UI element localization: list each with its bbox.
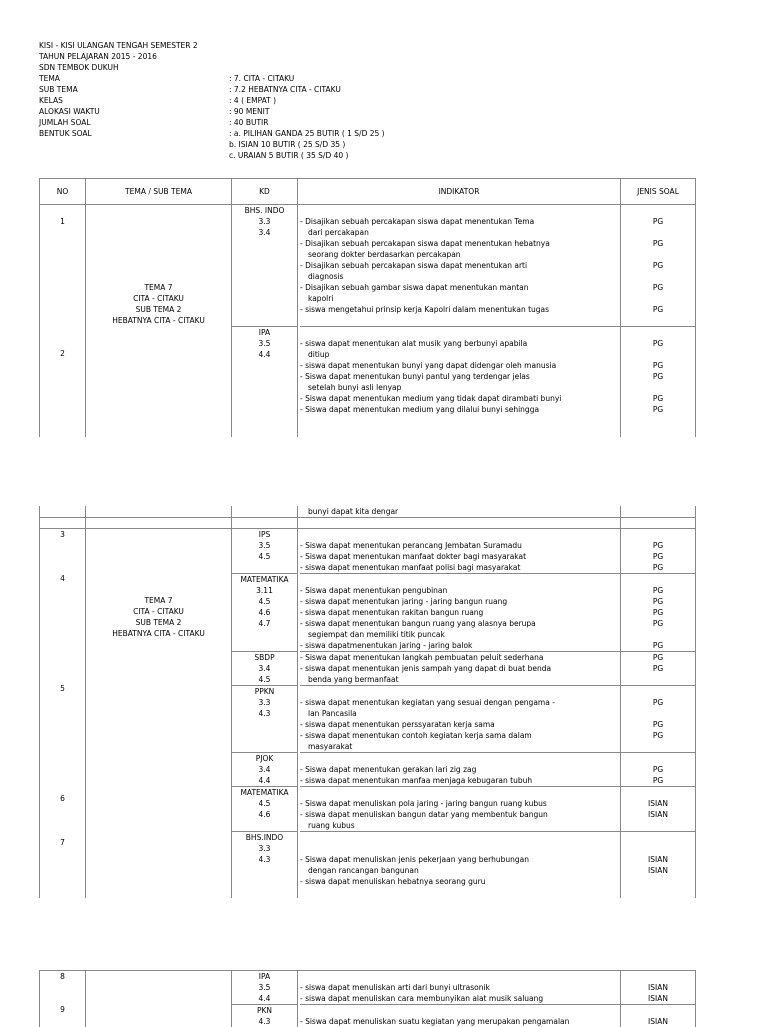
line-item: PG [621, 216, 695, 227]
line-item [40, 848, 85, 859]
line-item [40, 705, 85, 716]
line-item [621, 887, 695, 898]
line-item: - siswa dapat menentukan kegiatan yang sesuai dengan pengama - [300, 697, 620, 708]
line-item [621, 843, 695, 854]
line-item: PG [621, 393, 695, 404]
subtema-name: HEBATNYA CITA - CITAKU [86, 628, 231, 639]
line-item: - siswa dapat menentukan contoh kegiatan kerja sama dalam [300, 730, 620, 741]
line-item: 3.5 [232, 540, 297, 551]
line-item [232, 293, 297, 304]
line-item [621, 741, 695, 752]
line-item: - siswa dapat menentukan bangun ruang yang alasnya berupa [300, 618, 620, 629]
line-item: PG [621, 730, 695, 741]
line-item [40, 650, 85, 661]
line-item: 4.3 [232, 854, 297, 865]
line-item [621, 708, 695, 719]
line-item: - siswa dapat menentukan rakitan bangun ruang [300, 607, 620, 618]
line-item: PG [621, 338, 695, 349]
line-item [621, 529, 695, 540]
table-row [40, 518, 696, 529]
no-cell [40, 529, 86, 899]
line-item: PG [621, 540, 695, 551]
line-item [300, 426, 620, 437]
kd-lines [232, 205, 297, 437]
table-row [40, 529, 696, 899]
line-item [232, 426, 297, 437]
line-item: PKN [232, 1004, 297, 1016]
line-item [621, 820, 695, 831]
indikator-lines [300, 971, 620, 1027]
table-row [40, 506, 696, 518]
no-cell [40, 971, 86, 1027]
line-item [40, 227, 85, 238]
kd-lines [232, 971, 297, 1027]
line-item [40, 595, 85, 606]
line-item [40, 425, 85, 436]
line-item: 4.3 [232, 1016, 297, 1027]
line-item: segiempat dan memiliki titik puncak [300, 629, 620, 640]
tema-name: CITA - CITAKU [86, 293, 231, 304]
line-item: BHS.INDO [232, 831, 297, 843]
line-item [232, 249, 297, 260]
line-item [40, 370, 85, 381]
line-item: - siswa dapat menentukan jaring - jaring bangun ruang [300, 596, 620, 607]
line-item: setelah bunyi asli lenyap [300, 382, 620, 393]
line-item: 3.4 [232, 764, 297, 775]
line-item: 3.5 [232, 338, 297, 349]
line-item: - siswa dapat menuliskan arti dari bunyi ultrasonik [300, 982, 620, 993]
line-item [300, 752, 620, 764]
page-2 [0, 500, 768, 890]
line-item: 1 [40, 216, 85, 227]
line-item: dengan rancangan bangunan [300, 865, 620, 876]
line-item: PG [621, 260, 695, 271]
kisi-table-page-1 [39, 178, 696, 437]
kd-cell [232, 971, 298, 1027]
no-cell [40, 205, 86, 438]
line-item: - Disajikan sebuah percakapan siswa dapat menentukan hebatnya [300, 238, 620, 249]
line-item [621, 876, 695, 887]
line-item [40, 551, 85, 562]
line-item [300, 887, 620, 898]
line-item [40, 771, 85, 782]
line-item: 4 [40, 573, 85, 584]
no-lines [40, 529, 85, 892]
line-item: ISIAN [621, 993, 695, 1004]
line-item: PG [621, 719, 695, 730]
line-item [232, 404, 297, 415]
line-item: - siswa dapat menuliskan hebatnya seorang guru [300, 876, 620, 887]
line-item [40, 293, 85, 304]
line-item [621, 426, 695, 437]
line-item: 3.3 [232, 843, 297, 854]
line-item: PG [621, 618, 695, 629]
line-item [40, 716, 85, 727]
school-name: SDN TEMBOK DUKUH [39, 62, 119, 73]
col-header-tema: TEMA / SUB TEMA [86, 179, 232, 205]
line-item: - Siswa dapat menuliskan suatu kegiatan yang merupakan pengamalan [300, 1016, 620, 1027]
line-item [232, 238, 297, 249]
line-item [300, 326, 620, 338]
tema-cell [86, 529, 232, 899]
line-item [232, 640, 297, 651]
jenis-soal-cell [621, 205, 696, 438]
line-item [40, 782, 85, 793]
line-item [621, 271, 695, 282]
indikator-cell [298, 529, 621, 899]
line-item: - Siswa dapat menentukan medium yang dilalui bunyi sehingga [300, 404, 620, 415]
line-item: 4.5 [232, 674, 297, 685]
line-item [40, 815, 85, 826]
subtema-title: SUB TEMA 2 [86, 304, 231, 315]
line-item: masyarakat [300, 741, 620, 752]
line-item: - Siswa dapat menuliskan jenis pekerjaan yang berhubungan [300, 854, 620, 865]
line-item [40, 381, 85, 392]
line-item [621, 629, 695, 640]
line-item: 7 [40, 837, 85, 848]
line-item [40, 271, 85, 282]
line-item: 4.5 [232, 798, 297, 809]
line-item [40, 760, 85, 771]
line-item [40, 694, 85, 705]
jenis-soal-lines [621, 205, 695, 437]
line-item: 5 [40, 683, 85, 694]
line-item [232, 865, 297, 876]
line-item [232, 304, 297, 315]
line-item [40, 562, 85, 573]
line-item [232, 260, 297, 271]
line-item [621, 349, 695, 360]
line-item [232, 371, 297, 382]
line-item [232, 393, 297, 404]
line-item: - Disajikan sebuah percakapan siswa dapat menentukan Tema [300, 216, 620, 227]
line-item: 2 [40, 348, 85, 359]
col-header-kd: KD [232, 179, 298, 205]
line-item: 4.7 [232, 618, 297, 629]
line-item [621, 573, 695, 585]
line-item [232, 741, 297, 752]
indikator-cell [298, 205, 621, 438]
line-item [40, 826, 85, 837]
no-lines [40, 205, 85, 436]
table-row [40, 205, 696, 438]
line-item [232, 315, 297, 326]
line-item: - siswa dapat menentukan jenis sampah yang dapat di buat benda [300, 663, 620, 674]
subtema-title: SUB TEMA 2 [86, 617, 231, 628]
col-header-jenis-soal: JENIS SOAL [621, 179, 696, 205]
line-item [621, 786, 695, 798]
line-item: lan Pancasila [300, 708, 620, 719]
indikator-lines [300, 205, 620, 437]
line-item: SBDP [232, 651, 297, 663]
line-item: - Siswa dapat menentukan gerakan lari zig zag [300, 764, 620, 775]
line-item: PG [621, 238, 695, 249]
line-item [40, 804, 85, 815]
line-item [40, 738, 85, 749]
line-item: seorang dokter berdasarkan percakapan [300, 249, 620, 260]
line-item: - Siswa dapat menuliskan pola jaring - jaring bangun ruang kubus [300, 798, 620, 809]
line-item [300, 529, 620, 540]
line-item: - siswa mengetahui prinsip kerja Kapolri dalam menentukan tugas [300, 304, 620, 315]
line-item: - Siswa dapat menentukan pengubinan [300, 585, 620, 596]
line-item: - Siswa dapat menentukan perancang Jembatan Suramadu [300, 540, 620, 551]
line-item: ISIAN [621, 1016, 695, 1027]
line-item [300, 1004, 620, 1016]
line-item: 8 [40, 971, 85, 982]
line-item: MATEMATIKA [232, 573, 297, 585]
line-item: - siswa dapat menentukan perssyaratan kerja sama [300, 719, 620, 730]
line-item: 4.5 [232, 551, 297, 562]
line-item: PG [621, 640, 695, 651]
jenis-soal-cell [621, 529, 696, 899]
line-item: ditiup [300, 349, 620, 360]
line-item: 3.11 [232, 585, 297, 596]
continued-indikator: bunyi dapat kita dengar [300, 506, 620, 517]
line-item [232, 415, 297, 426]
line-item: BHS. INDO [232, 205, 297, 216]
line-item: 4.4 [232, 775, 297, 786]
line-item [300, 685, 620, 697]
line-item [621, 1004, 695, 1016]
line-item [40, 282, 85, 293]
line-item [40, 881, 85, 892]
line-item: PG [621, 764, 695, 775]
line-item [40, 993, 85, 1004]
line-item: - siswa dapatmenentukan jaring - jaring balok [300, 640, 620, 651]
line-item [621, 315, 695, 326]
page-3 [0, 960, 768, 1024]
line-item: 4.6 [232, 607, 297, 618]
col-header-indikator: INDIKATOR [298, 179, 621, 205]
line-item [232, 271, 297, 282]
line-item [621, 831, 695, 843]
line-item: - Siswa dapat menentukan medium yang tidak dapat dirambati bunyi [300, 393, 620, 404]
line-item: - Disajikan sebuah percakapan siswa dapat menentukan arti [300, 260, 620, 271]
line-item: - siswa dapat menentukan alat musik yang berbunyi apabila [300, 338, 620, 349]
line-item [621, 326, 695, 338]
line-item [621, 971, 695, 982]
line-item: 4.6 [232, 809, 297, 820]
line-item [40, 584, 85, 595]
line-item [621, 415, 695, 426]
line-item: - Siswa dapat menentukan manfaat dokter bagi masyarakat [300, 551, 620, 562]
line-item: ISIAN [621, 854, 695, 865]
line-item [232, 719, 297, 730]
line-item: ISIAN [621, 798, 695, 809]
line-item [232, 820, 297, 831]
line-item: 4.3 [232, 708, 297, 719]
line-item [40, 982, 85, 993]
line-item [40, 672, 85, 683]
line-item: PG [621, 585, 695, 596]
line-item: PG [621, 775, 695, 786]
line-item: 9 [40, 1004, 85, 1015]
line-item: PG [621, 282, 695, 293]
line-item: - siswa dapat menentukan bunyi yang dapat didengar oleh manusia [300, 360, 620, 371]
line-item: - Disajikan sebuah gambar siswa dapat menentukan mantan [300, 282, 620, 293]
line-item [40, 260, 85, 271]
line-item: ISIAN [621, 809, 695, 820]
kisi-table-page-3 [39, 970, 696, 1027]
line-item [40, 1015, 85, 1026]
line-item [40, 414, 85, 425]
line-item [300, 786, 620, 798]
table-row [40, 971, 696, 1027]
line-item: 6 [40, 793, 85, 804]
line-item [621, 752, 695, 764]
line-item [40, 249, 85, 260]
line-item: ruang kubus [300, 820, 620, 831]
kd-lines [232, 529, 297, 898]
line-item: - Siswa dapat menentukan langkah pembuatan peluit sederhana [300, 651, 620, 663]
line-item: 3.5 [232, 982, 297, 993]
line-item [40, 337, 85, 348]
line-item: - siswa dapat menuliskan bangun datar yang membentuk bangun [300, 809, 620, 820]
kd-cell [232, 529, 298, 899]
line-item: dari percakapan [300, 227, 620, 238]
table-header-row [40, 179, 696, 205]
line-item: IPA [232, 971, 297, 982]
line-item [40, 205, 85, 216]
line-item: - siswa dapat menentukan manfaat polisi bagi masyarakat [300, 562, 620, 573]
line-item [621, 205, 695, 216]
line-item [40, 661, 85, 672]
jenis-soal-cell [621, 971, 696, 1027]
line-item [40, 403, 85, 414]
line-item [40, 870, 85, 881]
line-item: - Siswa dapat menentukan bunyi pantul yang terdengar jelas [300, 371, 620, 382]
indikator-lines [300, 529, 620, 898]
line-item: PG [621, 360, 695, 371]
line-item [232, 876, 297, 887]
line-item [300, 831, 620, 843]
line-item [300, 415, 620, 426]
line-item: PG [621, 697, 695, 708]
line-item [40, 238, 85, 249]
line-item [621, 685, 695, 697]
line-item: PG [621, 304, 695, 315]
tema-cell [86, 205, 232, 438]
school-year: TAHUN PELAJARAN 2015 - 2016 [39, 51, 157, 62]
line-item [232, 562, 297, 573]
line-item: - siswa dapat menuliskan cara membunyikan alat musik saluang [300, 993, 620, 1004]
line-item: ISIAN [621, 865, 695, 876]
line-item: PG [621, 596, 695, 607]
line-item [621, 382, 695, 393]
line-item [40, 617, 85, 628]
page-1: KISI - KISI ULANGAN TENGAH SEMESTER 2 TAHUN PELAJARAN 2015 - 2016 SDN TEMBOK DUKUH TEMA : 7. CITA - CITAKU SUB TEMA : 7.2 HEBATNYA CITA - CITAKU KELAS : 4 ( EMPAT ) ALOKASI WAKTU : 90 MENIT JUMLAH SOAL : 40 BUTIR BENTUK SOAL : a. PILIHAN GANDA 25 BUTIR ( 1 S/D 25 ) b. ISIAN 10 BUTIR ( 25 S/D 35 ) c. URAIAN 5 BUTIR ( 35 S/D 40 ) NO TEMA / SUB TEMA KD INDIKATOR JENIS SOAL 1 2 TEMA 7 CITA - CITAKU SUB TEMA 2 HEBATNYA CITA - CITAKU BHS. INDO 3.3 3.4 IPA 3.5 4.4 - Disajikan sebuah percakapan siswa dapat menentukan Tema dari percakapan - Disajikan sebuah percakapan siswa dapat menentukan hebatnya seorang dokter berdasarkan percakapan - Disajikan sebuah percakapan siswa dapat menentukan arti diagnosis - Disajikan sebuah gambar siswa dapat menentukan mantan kapolri - siswa mengetahui prinsip kerja Kapolri dalam menentukan tugas - siswa dapat menentukan alat musik yang berbunyi apabila ditiup - siswa dapat menentukan bunyi yang dapat didengar oleh manusia - Siswa dapat menentukan bunyi pantul yang terdengar jelas setelah bunyi asli lenyap - Siswa dapat menentukan medium yang tidak dapat dirambati bunyi - Siswa dapat menentukan medium yang dilalui bunyi sehingga PG PG PG PG PG PG PG PG PG PG [0, 0, 768, 424]
line-item [40, 392, 85, 403]
kisi-table-page-2 [39, 506, 696, 898]
col-header-no: NO [40, 179, 86, 205]
line-item [232, 382, 297, 393]
line-item: - siswa dapat menentukan manfaa menjaga kebugaran tubuh [300, 775, 620, 786]
indikator-cell [298, 971, 621, 1027]
line-item: PG [621, 651, 695, 663]
line-item: 3 [40, 529, 85, 540]
line-item [40, 859, 85, 870]
line-item: PG [621, 663, 695, 674]
line-item [300, 573, 620, 585]
line-item: MATEMATIKA [232, 786, 297, 798]
line-item: diagnosis [300, 271, 620, 282]
line-item [621, 674, 695, 685]
line-item: ISIAN [621, 982, 695, 993]
line-item: 3.3 [232, 697, 297, 708]
line-item [300, 315, 620, 326]
line-item: 3.4 [232, 227, 297, 238]
line-item [40, 359, 85, 370]
kd-cell [232, 205, 298, 438]
subtema-name: HEBATNYA CITA - CITAKU [86, 315, 231, 326]
line-item: 4.5 [232, 596, 297, 607]
line-item: IPS [232, 529, 297, 540]
line-item: 3.3 [232, 216, 297, 227]
line-item: PG [621, 607, 695, 618]
line-item [300, 843, 620, 854]
line-item: PG [621, 551, 695, 562]
line-item [232, 730, 297, 741]
line-item: IPA [232, 326, 297, 338]
tema-title: TEMA 7 [86, 282, 231, 293]
line-item: PPKN [232, 685, 297, 697]
line-item: kapolri [300, 293, 620, 304]
jenis-soal-lines [621, 971, 695, 1027]
line-item: benda yang bermanfaat [300, 674, 620, 685]
line-item: 3.4 [232, 663, 297, 674]
line-item [40, 749, 85, 760]
line-item [232, 887, 297, 898]
line-item [40, 326, 85, 337]
line-item: PJOK [232, 752, 297, 764]
line-item [40, 628, 85, 639]
line-item [40, 639, 85, 650]
line-item: PG [621, 404, 695, 415]
line-item [40, 727, 85, 738]
line-item: PG [621, 562, 695, 573]
tema-cell [86, 971, 232, 1027]
line-item [300, 205, 620, 216]
document-title: KISI - KISI ULANGAN TENGAH SEMESTER 2 [39, 40, 198, 51]
line-item: 4.4 [232, 349, 297, 360]
line-item [621, 227, 695, 238]
line-item: PG [621, 371, 695, 382]
line-item [40, 315, 85, 326]
line-item: 4.4 [232, 993, 297, 1004]
line-item [621, 249, 695, 260]
line-item [40, 606, 85, 617]
line-item [232, 629, 297, 640]
tema-title: TEMA 7 [86, 595, 231, 606]
line-item [621, 293, 695, 304]
no-lines [40, 971, 85, 1026]
jenis-soal-lines [621, 529, 695, 898]
tema-name: CITA - CITAKU [86, 606, 231, 617]
line-item [40, 540, 85, 551]
line-item [40, 304, 85, 315]
line-item [300, 971, 620, 982]
line-item [232, 360, 297, 371]
line-item [232, 282, 297, 293]
